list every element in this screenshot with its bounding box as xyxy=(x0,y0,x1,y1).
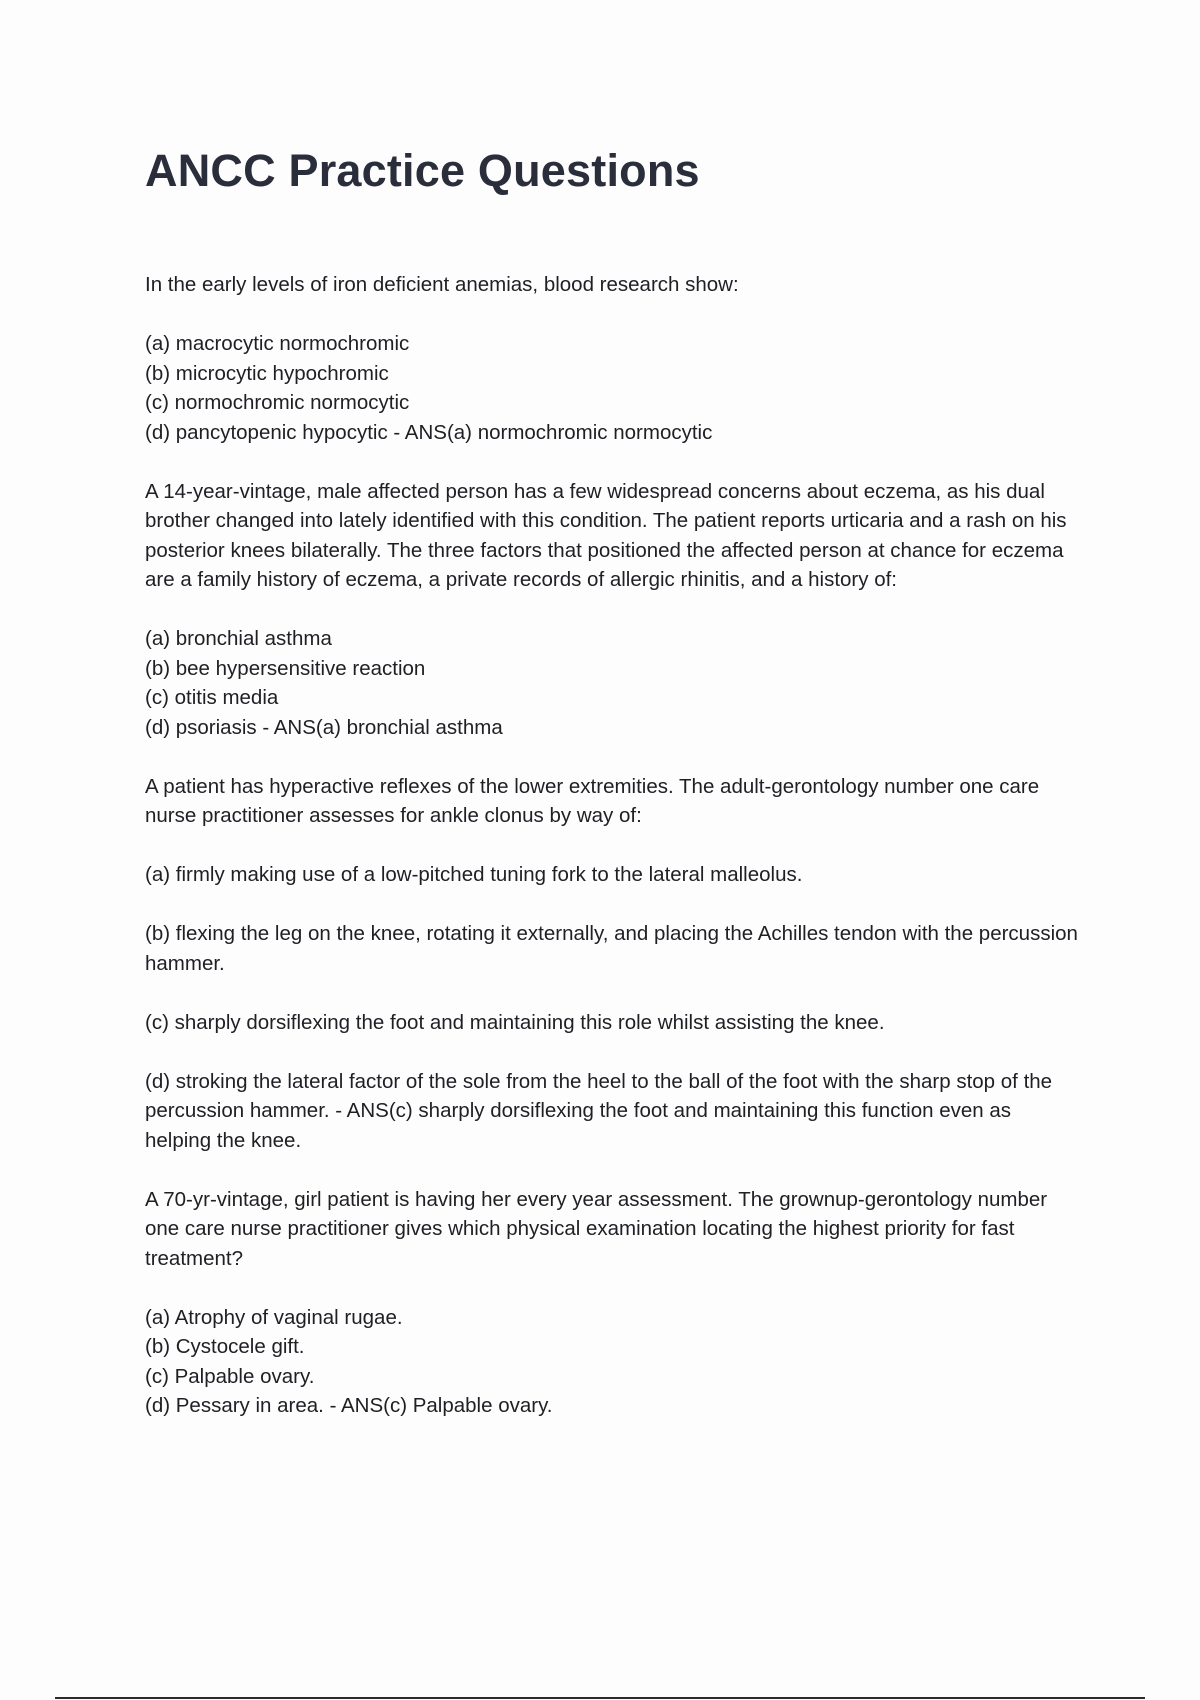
question-4-option-a: (a) Atrophy of vaginal rugae. xyxy=(145,1305,403,1329)
question-4-option-b: (b) Cystocele gift. xyxy=(145,1335,305,1358)
question-4-option-d-answer: (d) Pessary in area. - ANS(c) Palpable ovary. xyxy=(145,1394,553,1417)
question-1-option-a: (a) macrocytic normochromic xyxy=(145,332,410,355)
question-3-option-b: (b) flexing the leg on the knee, rotating it externally, and placing the Achilles tendon with the percussion hammer. xyxy=(145,922,1078,975)
question-3-stem: A patient has hyperactive reflexes of the lower extremities. The adult-gerontology number one care nurse practitioner assesses for ankle clonus by way of: xyxy=(145,774,1040,827)
question-2-option-d-answer: (d) psoriasis - ANS(a) bronchial asthma xyxy=(145,715,503,739)
question-1-option-b: (b) microcytic hypochromic xyxy=(145,361,389,385)
question-4-option-c: (c) Palpable ovary. xyxy=(145,1364,315,1388)
footer-divider xyxy=(55,1697,1145,1699)
page-title: ANCC Practice Questions xyxy=(145,145,700,196)
question-2-option-c: (c) otitis media xyxy=(145,686,279,709)
question-4-options xyxy=(145,1303,1080,1421)
question-1-option-d-answer: (d) pancytopenic hypocytic - ANS(a) normochromic normocytic xyxy=(145,420,713,444)
question-1-options xyxy=(145,329,1080,447)
questions-content xyxy=(145,270,1080,1450)
question-1-stem: In the early levels of iron deficient anemias, blood research show: xyxy=(145,273,739,296)
question-2-options xyxy=(145,624,1080,742)
question-2-stem: A 14-year-vintage, male affected person has a few widespread concerns about eczema, as his dual brother changed into lately identified with this condition. The patient reports urticaria and a rash on his posterior knees bilaterally. The three factors that positioned the affected person at chance for eczema are a family history of eczema, a private records of allergic rhinitis, and a history of: xyxy=(145,479,1067,591)
question-3-option-a: (a) firmly making use of a low-pitched tuning fork to the lateral malleolus. xyxy=(145,863,803,886)
question-1-option-c: (c) normochromic normocytic xyxy=(145,391,410,414)
question-2-option-b: (b) bee hypersensitive reaction xyxy=(145,656,426,680)
question-3-option-d-answer: (d) stroking the lateral factor of the sole from the heel to the ball of the foot with the sharp stop of the percussion hammer. - ANS(c) sharply dorsiflexing the foot and maintaining this function even as helping the knee. xyxy=(145,1069,1053,1152)
question-2-option-a: (a) bronchial asthma xyxy=(145,627,332,650)
question-3-option-c: (c) sharply dorsiflexing the foot and maintaining this role whilst assisting the knee. xyxy=(145,1010,885,1034)
question-4-stem: A 70-yr-vintage, girl patient is having her every year assessment. The grownup-gerontology number one care nurse practitioner gives which physical examination locating the highest priority for fast treatment? xyxy=(145,1187,1048,1270)
